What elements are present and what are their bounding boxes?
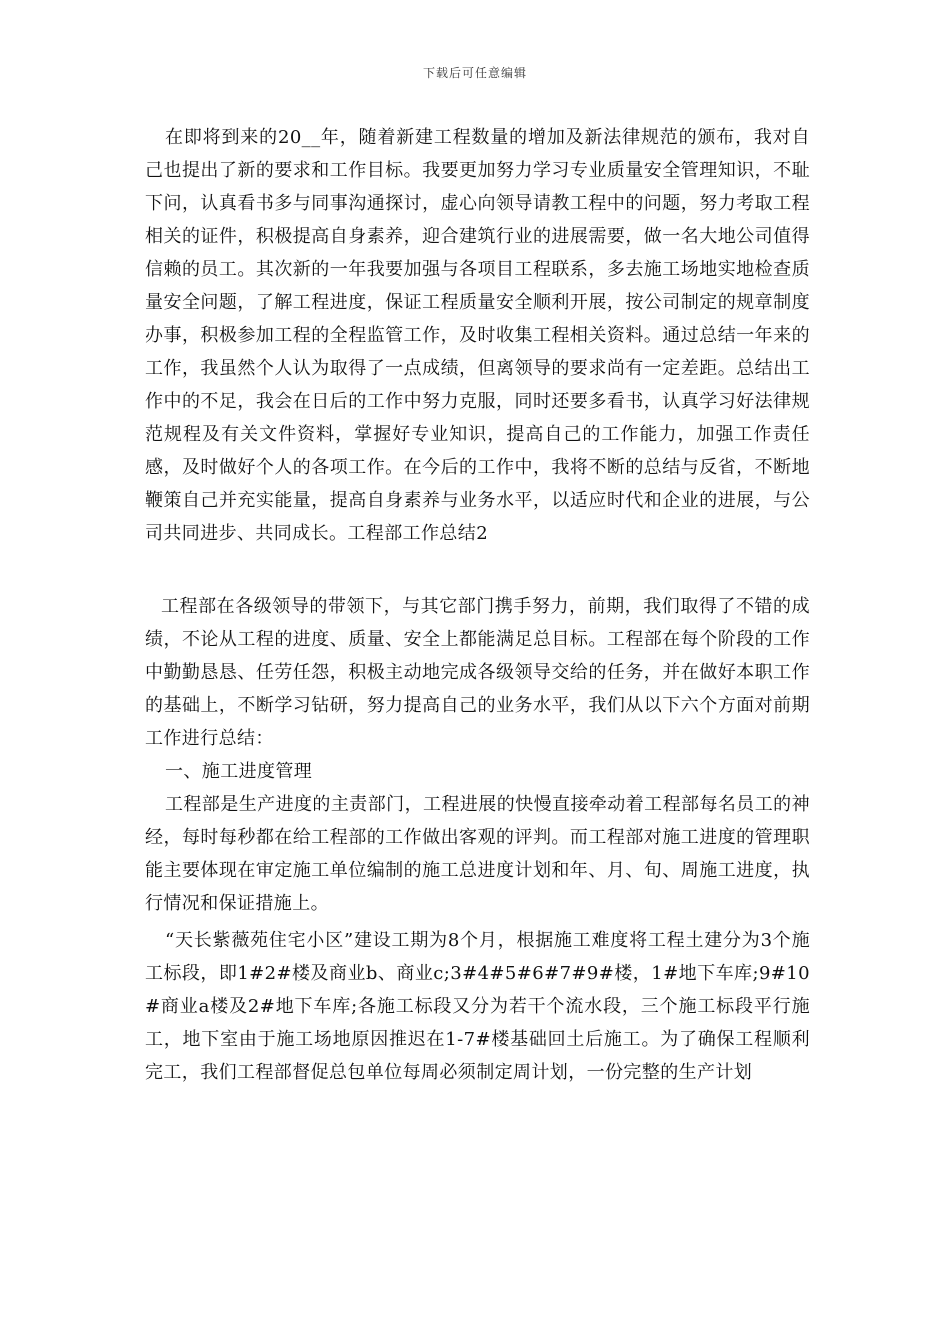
paragraph-engineering-summary: 工程部在各级领导的带领下，与其它部门携手努力，前期，我们取得了不错的成绩，不论从工程的进度、质量、安全上都能满足总目标。工程部在每个阶段的工作中勤勤恳恳、任劳任怨，积极主动地完成各级领导交给的任务，并在做好本职工作的基础上，不断学习钻研，努力提高自己的业务水平，我们从以下六个方面对前期工作进行总结： [145,596,810,749]
document-body [145,121,810,1089]
section-heading-progress: 一、施工进度管理 [165,761,313,782]
paragraph-project-schedule: “天长紫薇苑住宅小区”建设工期为8个月，根据施工难度将工程土建分为3个施工标段，即1#2#楼及商业b、商业c;3#4#5#6#7#9#楼，1#地下车库;9#10#商业a楼及2#地下车库;各施工标段又分为若干个流水段，三个施工标段平行施工，地下室由于施工场地原因推迟在1-7#楼基础回土后施工。为了确保工程顺利完工，我们工程部督促总包单位每周必须制定周计划，一份完整的生产计划 [145,930,810,1083]
paragraph-work-goals: 在即将到来的20__年，随着新建工程数量的增加及新法律规范的颁布，我对自己也提出了新的要求和工作目标。我要更加努力学习专业质量安全管理知识，不耻下问，认真看书多与同事沟通探讨，虚心向领导请教工程中的问题，努力考取工程相关的证件，积极提高自身素养，迎合建筑行业的进展需要，做一名大地公司值得信赖的员工。其次新的一年我要加强与各项目工程联系，多去施工场地实地检查质量安全问题，了解工程进度，保证工程质量安全顺利开展，按公司制定的规章制度办事，积极参加工程的全程监管工作，及时收集工程相关资料。通过总结一年来的工作，我虽然个人认为取得了一点成绩，但离领导的要求尚有一定差距。总结出工作中的不足，我会在日后的工作中努力克服，同时还要多看书，认真学习好法律规范规程及有关文件资料，掌握好专业知识，提高自己的工作能力，加强工作责任感，及时做好个人的各项工作。在今后的工作中，我将不断的总结与反省，不断地鞭策自己并充实能量，提高自身素养与业务水平，以适应时代和企业的进展，与公司共同进步、共同成长。工程部工作总结2 [145,127,810,544]
page-header: 下载后可任意编辑 [422,66,527,80]
paragraph-progress-management: 工程部是生产进度的主责部门，工程进展的快慢直接牵动着工程部每名员工的神经，每时每秒都在给工程部的工作做出客观的评判。而工程部对施工进度的管理职能主要体现在审定施工单位编制的施工总进度计划和年、月、旬、周施工进度，执行情况和保证措施上。 [145,794,810,914]
paragraph-gap [145,550,810,590]
